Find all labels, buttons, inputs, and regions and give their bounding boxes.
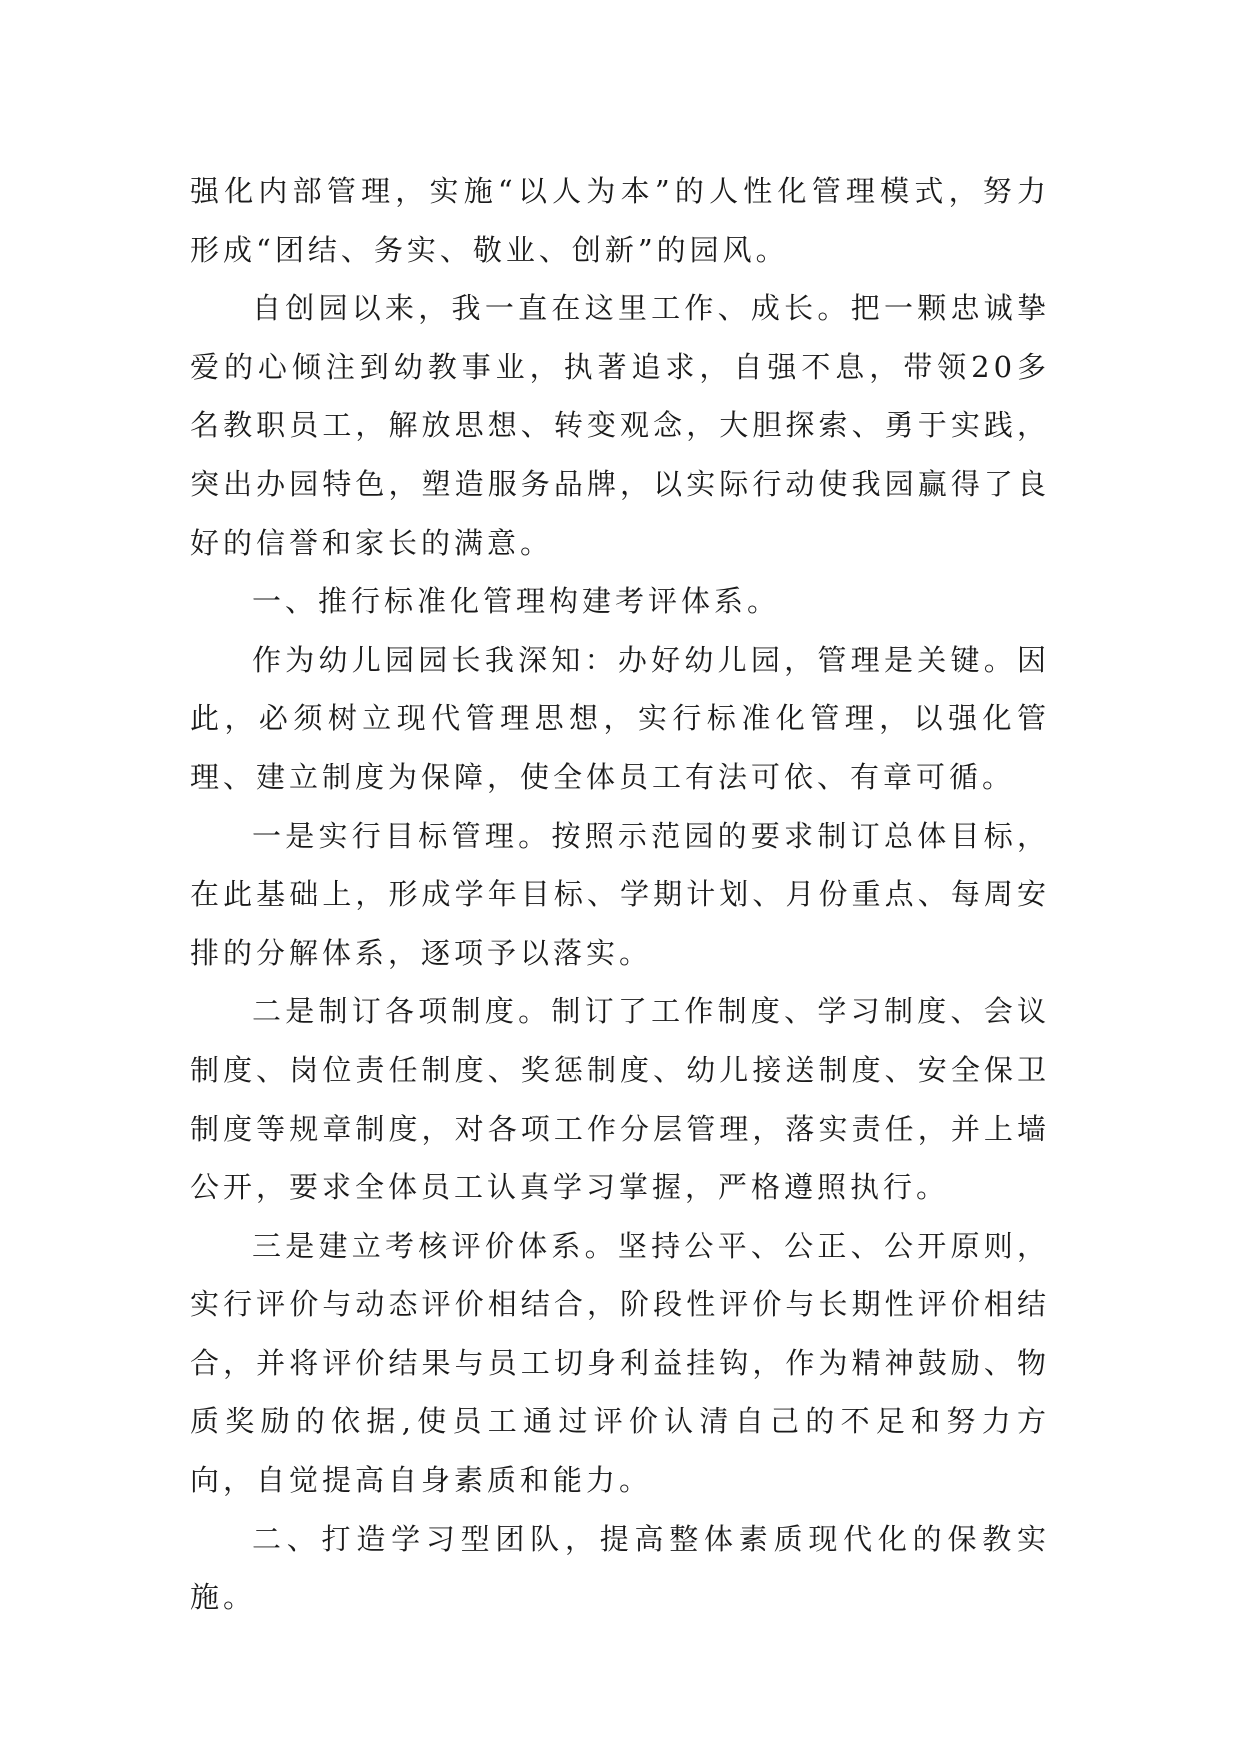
paragraph: 一是实行目标管理。按照示范园的要求制订总体目标，在此基础上，形成学年目标、学期计划、月份重点、每周安排的分解体系，逐项予以落实。 — [190, 818, 1050, 970]
paragraph: 强化内部管理，实施“以人为本”的人性化管理模式，努力形成“团结、务实、敬业、创新”的园风。 — [190, 174, 1050, 267]
section-heading: 二、打造学习型团队，提高整体素质现代化的保教实施。 — [190, 1521, 1050, 1615]
document-body — [190, 162, 1050, 1627]
paragraph: 作为幼儿园园长我深知：办好幼儿园，管理是关键。因此，必须树立现代管理思想，实行标准化管理，以强化管理、建立制度为保障，使全体员工有法可依、有章可循。 — [190, 642, 1050, 794]
paragraph: 三是建立考核评价体系。坚持公平、公正、公开原则，实行评价与动态评价相结合，阶段性评价与长期性评价相结合，并将评价结果与员工切身利益挂钩，作为精神鼓励、物质奖励的依据,使员工通过评价认清自己的不足和努力方向，自觉提高自身素质和能力。 — [190, 1228, 1050, 1498]
paragraph: 二是制订各项制度。制订了工作制度、学习制度、会议制度、岗位责任制度、奖惩制度、幼儿接送制度、安全保卫制度等规章制度，对各项工作分层管理，落实责任，并上墙公开，要求全体员工认真学习掌握，严格遵照执行。 — [190, 994, 1050, 1205]
section-heading: 一、推行标准化管理构建考评体系。 — [252, 584, 781, 619]
paragraph: 自创园以来，我一直在这里工作、成长。把一颗忠诚挚爱的心倾注到幼教事业，执著追求，自强不息，带领20多名教职员工，解放思想、转变观念，大胆探索、勇于实践，突出办园特色，塑造服务品牌，以实际行动使我园赢得了良好的信誉和家长的满意。 — [190, 291, 1050, 560]
